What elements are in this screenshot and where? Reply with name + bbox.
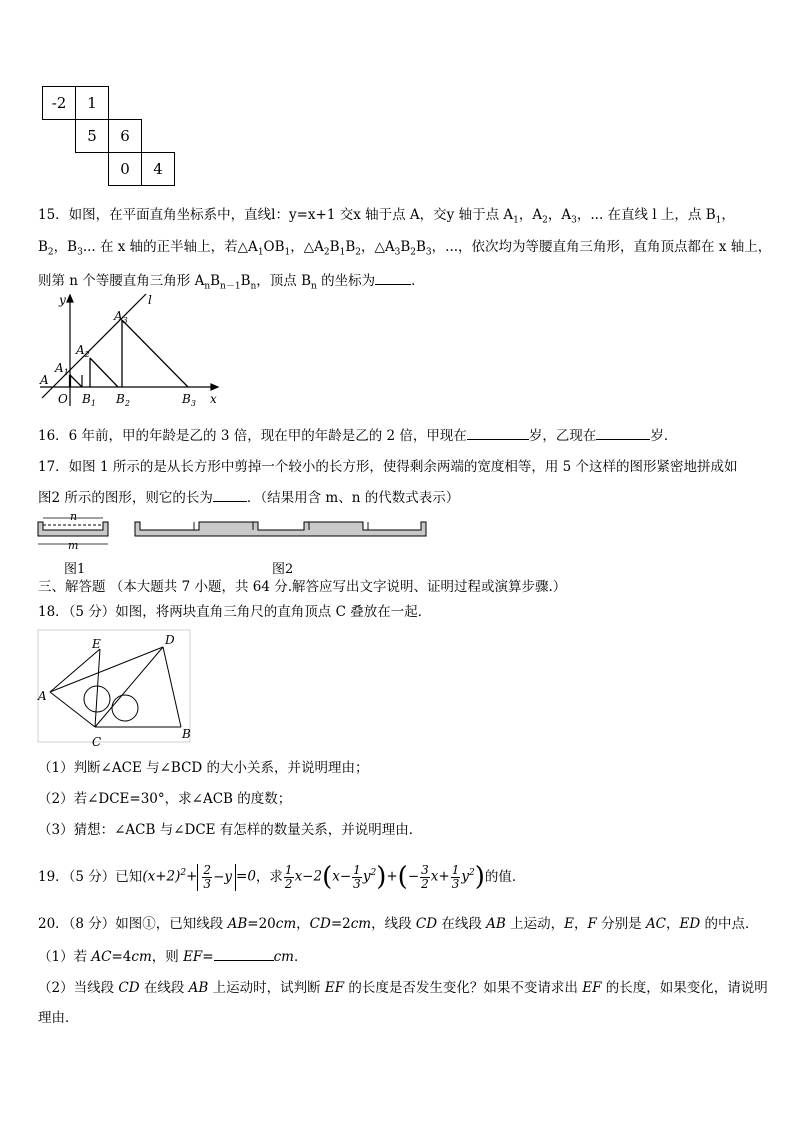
- text: 则第 n 个等腰直角三角形 A: [38, 273, 205, 289]
- segment-DB: [163, 647, 181, 727]
- text: 的坐标为: [316, 273, 376, 289]
- q15-line2: [38, 237, 771, 263]
- answer-blank: [596, 425, 650, 440]
- text: ，: [721, 207, 735, 223]
- segment-AD: [50, 647, 163, 692]
- label-A: A: [38, 689, 47, 703]
- subscript: 3: [571, 215, 577, 226]
- unit: cm: [273, 949, 294, 965]
- subscript: n－1: [220, 281, 241, 292]
- text: 岁．: [650, 428, 678, 444]
- grid-cell-value: 4: [153, 160, 163, 178]
- label-B1: $B_1$: [82, 392, 96, 408]
- var: AB: [188, 980, 209, 996]
- label-B: B: [182, 727, 191, 741]
- segment-AE: [50, 649, 100, 692]
- label-E: E: [92, 637, 101, 651]
- text: ，: [296, 916, 310, 932]
- answer-blank: [375, 270, 411, 285]
- subscript: 3: [394, 247, 401, 258]
- text: ，线段: [371, 916, 416, 932]
- text: ，A: [547, 207, 572, 223]
- q18-part3: （3）猜想：∠ACB 与∠DCE 有怎样的数量关系，并说明理由．: [38, 822, 423, 838]
- grid-cell-value: 5: [87, 127, 97, 145]
- subscript: n: [204, 281, 211, 292]
- subscript: 1: [257, 247, 264, 258]
- var: CD: [415, 916, 438, 932]
- text: 的值．: [484, 869, 526, 885]
- text: 17．如图 1 所示的是从长方形中剪掉一个较小的长方形，使得剩余两端的宽度相等，用 5 个这样的图形紧密地拼成如: [38, 459, 738, 475]
- q17-line2: [38, 487, 459, 508]
- text: 分别是: [596, 916, 646, 932]
- text: ，: [573, 916, 588, 932]
- text: 上运动时，试判断: [208, 980, 325, 996]
- text: 15．如图，在平面直角坐标系中，直线l：y=x+1 交x 轴于点 A，交y 轴于点 A: [38, 207, 514, 223]
- grid-cell: [42, 86, 76, 120]
- subscript: 1: [513, 215, 519, 226]
- text: ，... 在直线 l 上，点 B: [576, 207, 716, 223]
- text: B: [210, 273, 221, 289]
- text: 16．6 年前，甲的年龄是乙的 3 倍，现在甲的年龄是乙的 2 倍，甲现在: [38, 428, 467, 444]
- segment-EC: [95, 649, 100, 727]
- subscript: 1: [339, 247, 346, 258]
- unit: cm: [131, 949, 152, 965]
- q18-part1: （1）判断∠ACE 与∠BCD 的大小关系，并说明理由；: [38, 760, 369, 776]
- subscript: n: [250, 281, 257, 292]
- text: ．: [293, 949, 308, 965]
- fig2-caption: 图2: [272, 562, 294, 577]
- text: ．（结果用含 m、n 的代数式表示）: [246, 490, 460, 506]
- fig2-shape: [135, 522, 426, 536]
- var: ED: [679, 916, 701, 932]
- text: ．: [411, 273, 425, 289]
- label-A2: $A_2$: [76, 343, 90, 359]
- formula-condition: $(x+2)^2+$ $\frac{2}{3}$ −y =0: [142, 862, 256, 891]
- subscript: 3: [77, 247, 83, 258]
- q16: [38, 425, 677, 446]
- label-B2: $B_2$: [116, 392, 130, 408]
- fig1-m-label: m: [68, 539, 79, 552]
- label-A3: $A_3$: [114, 309, 128, 325]
- label-C: C: [92, 735, 102, 749]
- text: 图2 所示的图形，则它的长为: [38, 490, 213, 506]
- grid-cell-value: 6: [120, 127, 130, 145]
- label-A1: $A_1$: [55, 361, 69, 377]
- segment-AC: [50, 692, 95, 727]
- q20-part1: [38, 946, 307, 967]
- text: 20．（8 分）如图①，已知线段: [38, 916, 228, 932]
- grid-cell: [108, 119, 142, 153]
- text: 的长度，如果变化，请说明: [601, 980, 768, 996]
- line-l: [42, 294, 146, 398]
- subscript: 2: [410, 247, 416, 258]
- var: EF: [324, 980, 345, 996]
- label-l: l: [148, 293, 152, 307]
- var: F: [587, 916, 597, 932]
- text: B: [400, 239, 411, 255]
- q20-stem: [38, 914, 759, 934]
- text: OB: [263, 239, 285, 255]
- subscript: 1: [715, 215, 722, 226]
- var: EF: [183, 949, 203, 965]
- segment-DC: [95, 647, 163, 727]
- formula-expression: $\frac{1}{2}$ x−2(x− $\frac{1}{3}$ $y^2)+(-$ $\frac{3}{2}$ x+ $\frac{1}{3}$ $y^2$): [284, 862, 485, 893]
- fig1-n-label: n: [70, 510, 78, 523]
- label-D: D: [165, 633, 175, 647]
- text: 的中点．: [700, 916, 759, 932]
- q20-part2: [38, 978, 768, 998]
- grid-cell: [108, 152, 142, 186]
- text: 岁，乙现在: [528, 428, 597, 444]
- subscript: 2: [355, 247, 361, 258]
- text: ，: [666, 916, 680, 932]
- label-x: x: [210, 392, 217, 406]
- answer-blank: [214, 946, 274, 961]
- var: CD: [118, 980, 140, 996]
- grid-cell: [141, 152, 175, 186]
- var: AB: [227, 916, 248, 932]
- text: ，顶点 B: [256, 273, 312, 289]
- text: B: [416, 239, 426, 255]
- absolute-value: $\frac{2}{3}$ −y: [197, 864, 236, 891]
- text: =2: [330, 916, 351, 932]
- text: ，求: [255, 869, 283, 885]
- text: 在线段: [437, 916, 487, 932]
- text: 19．（5 分）已知: [38, 869, 143, 885]
- q17-figures: [34, 508, 434, 552]
- q18-stem: 18．（5 分）如图，将两块直角三角尺的直角顶点 C 叠放在一起．: [38, 604, 432, 620]
- label-A: A: [40, 373, 49, 387]
- subscript: 2: [323, 247, 330, 258]
- text: ，...，依次均为等腰直角三角形，直角顶点都在 x 轴上，: [431, 239, 772, 255]
- text: ，B: [53, 239, 78, 255]
- subscript: 2: [47, 247, 54, 258]
- label-O: O: [58, 392, 68, 406]
- grid-cell: [75, 119, 109, 153]
- text: B: [345, 239, 356, 255]
- var: AB: [486, 916, 506, 932]
- section-3-heading: 三、解答题 （本大题共 7 小题，共 64 分.解答应写出文字说明、证明过程或演算步骤.）: [38, 579, 567, 595]
- var: EF: [582, 980, 602, 996]
- x-axis-arrow: [211, 384, 218, 390]
- grid-cell-value: -2: [51, 94, 67, 112]
- label-B3: $B_3$: [182, 392, 196, 408]
- text: ，则: [151, 949, 184, 965]
- text: 的长度是否发生变化？如果不变请求出: [344, 980, 583, 996]
- var: AC: [91, 949, 112, 965]
- grid-cell-value: 0: [120, 160, 130, 178]
- fig1-caption: 图1: [64, 562, 86, 577]
- text: B: [38, 239, 48, 255]
- text: 在线段: [139, 980, 189, 996]
- var: AC: [645, 916, 667, 932]
- text: B: [240, 273, 251, 289]
- q15-line1: [38, 205, 735, 231]
- subscript: 2: [542, 215, 548, 226]
- q18-part2: （2）若∠DCE=30°，求∠ACB 的度数；: [38, 791, 292, 807]
- text: ... 在 x 轴的正半轴上，若△A: [82, 239, 258, 255]
- subscript: 3: [425, 247, 432, 258]
- q18-triangle-figure: [36, 628, 196, 750]
- text: ，△A: [290, 239, 324, 255]
- y-axis-arrow: [67, 295, 73, 302]
- text: B: [329, 239, 340, 255]
- text: 上运动，: [505, 916, 565, 932]
- text: （1）若: [38, 949, 92, 965]
- q17-line1: [38, 457, 738, 477]
- q20-part2-cont: 理由．: [38, 1010, 79, 1026]
- var: E: [564, 916, 574, 932]
- grid-cell-value: 1: [87, 94, 97, 112]
- text: =20: [247, 916, 276, 932]
- text: =: [202, 949, 214, 965]
- unit: cm: [350, 916, 372, 932]
- var: CD: [309, 916, 331, 932]
- grid-cell: [75, 86, 109, 120]
- q15-coordinate-figure: [36, 290, 226, 410]
- answer-blank: [213, 487, 247, 502]
- text: ，A: [518, 207, 543, 223]
- text: =4: [111, 949, 132, 965]
- label-y: y: [59, 293, 66, 307]
- text: ，△A: [360, 239, 395, 255]
- subscript: n: [311, 281, 317, 292]
- unit: cm: [275, 916, 297, 932]
- answer-blank: [467, 425, 529, 440]
- text: （2）当线段: [38, 980, 119, 996]
- subscript: 1: [284, 247, 291, 258]
- circle-right: [112, 695, 138, 721]
- q19: [38, 860, 525, 894]
